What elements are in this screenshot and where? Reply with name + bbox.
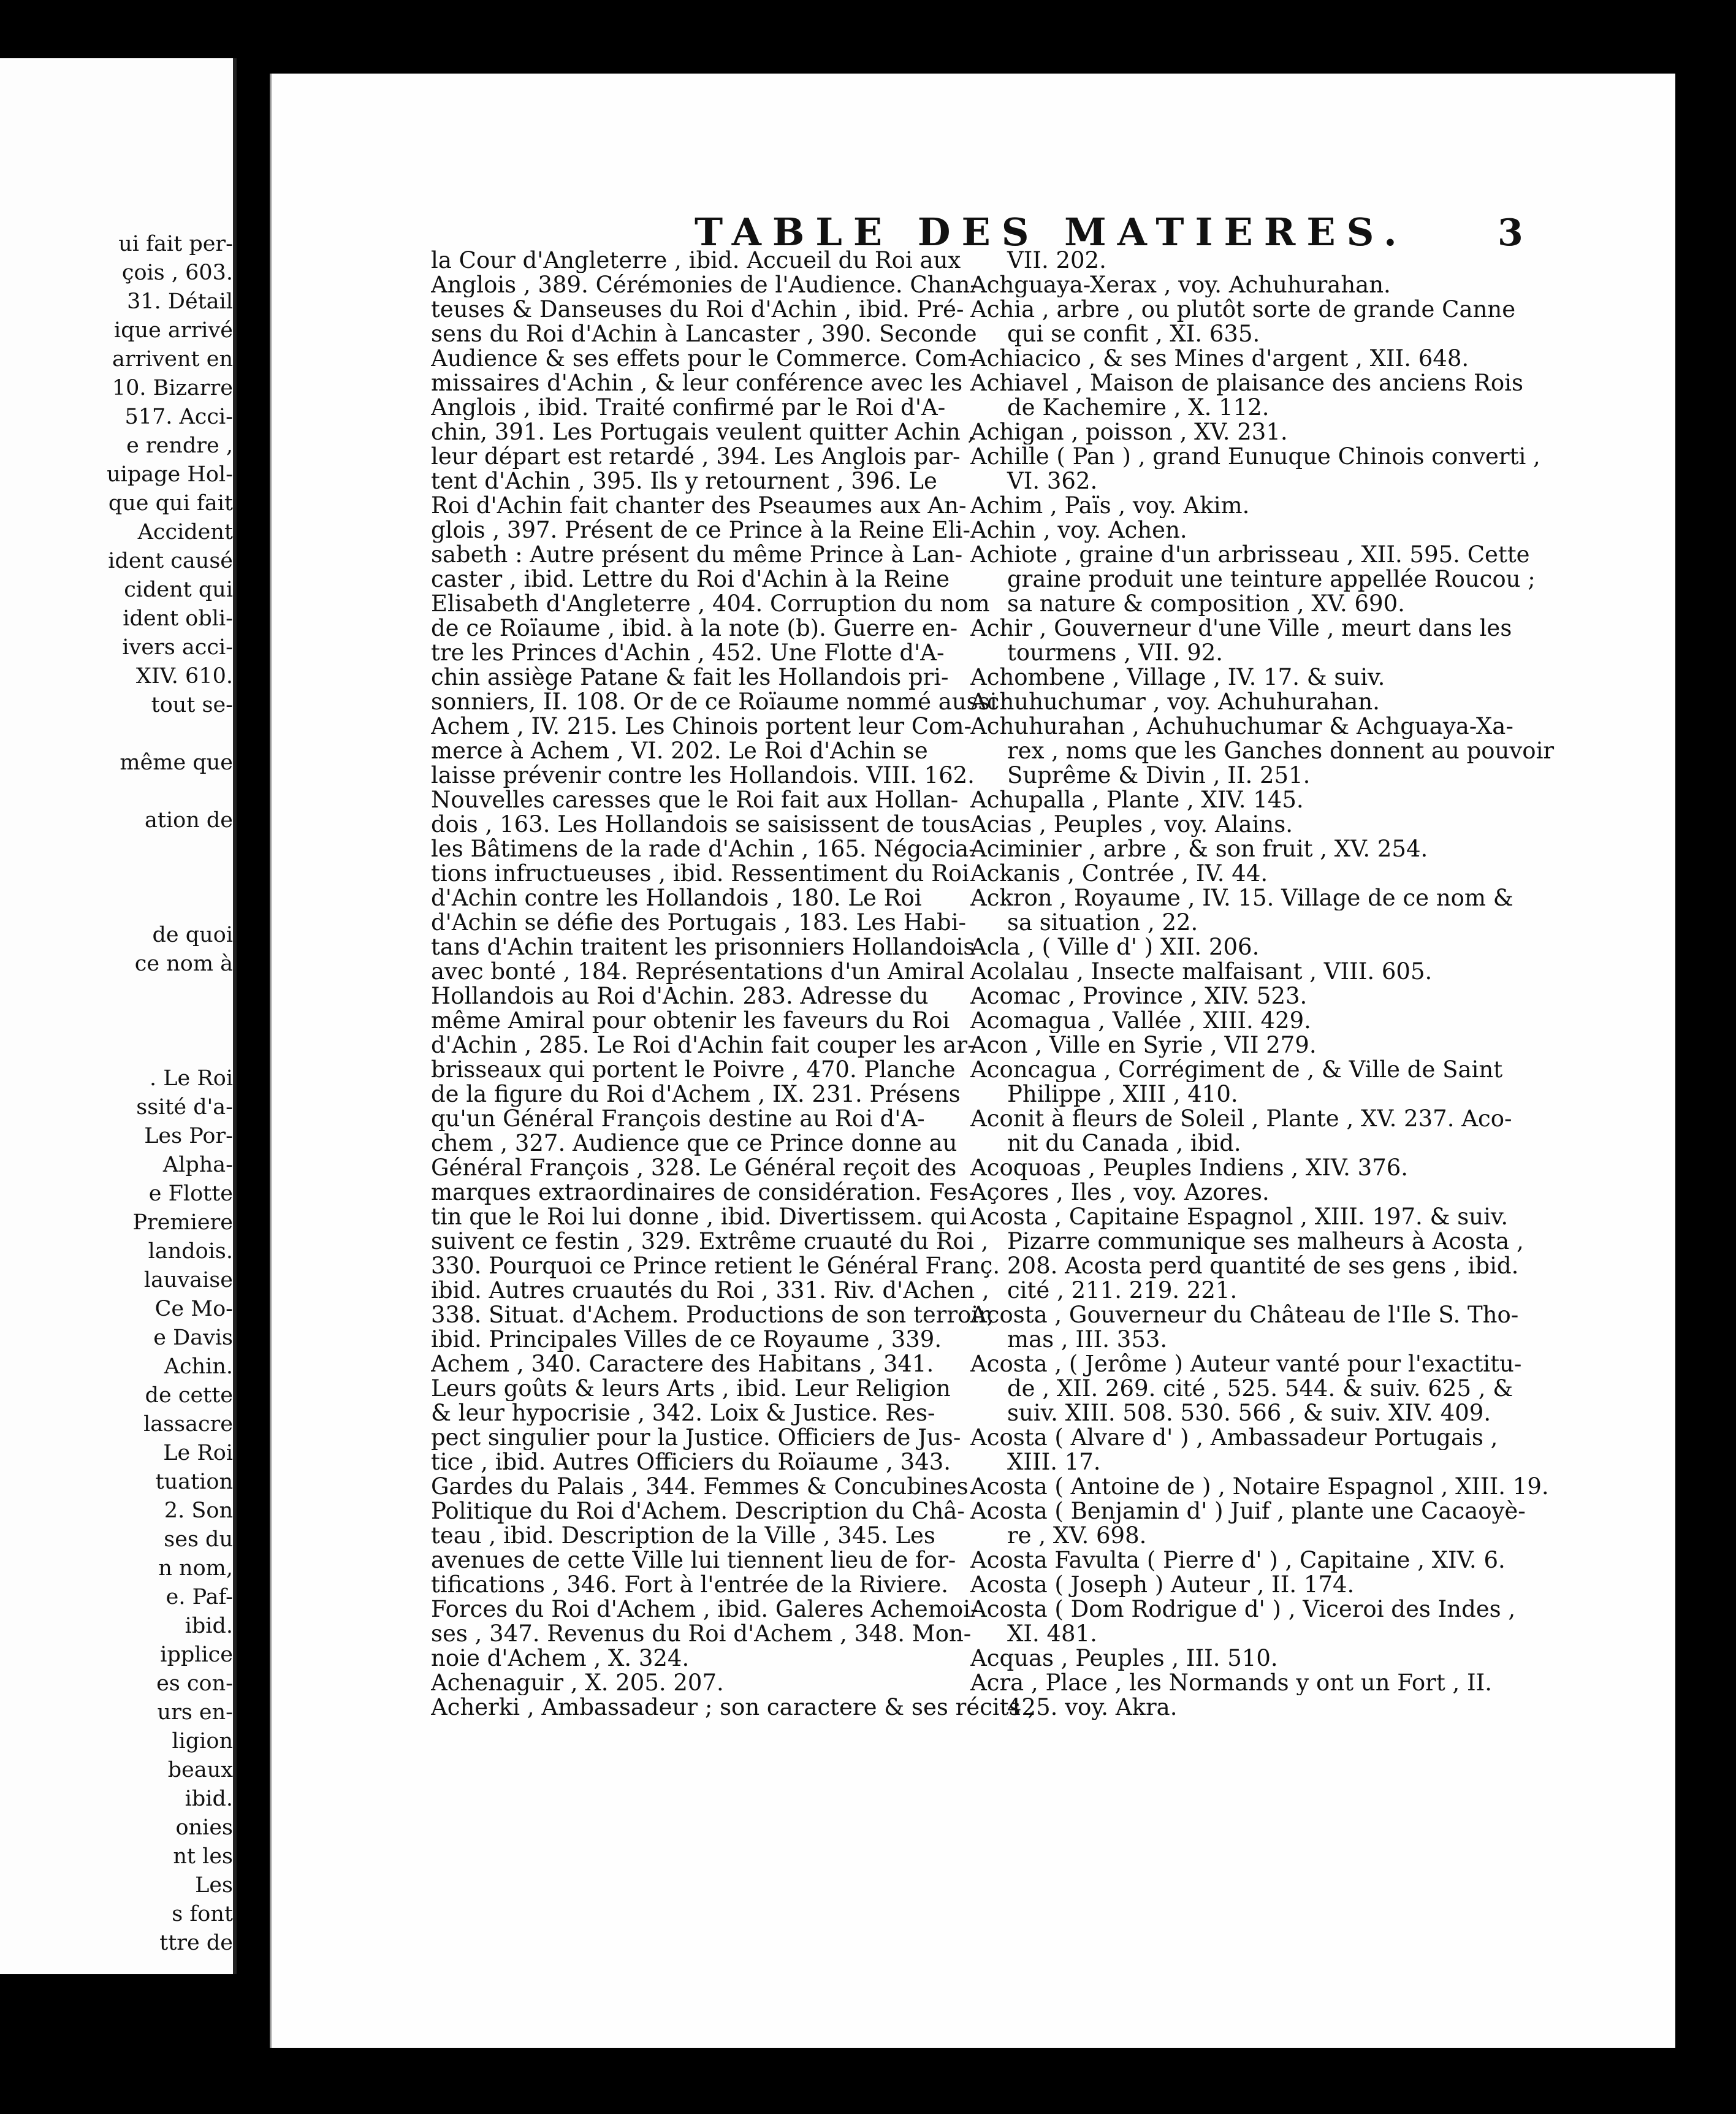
index-line: d'Achin contre les Hollandois , 180. Le Roi (431, 886, 922, 910)
facing-page-line: tuation (155, 1470, 233, 1494)
facing-page-line: onies (175, 1815, 233, 1840)
facing-page-line: ibid. (185, 1614, 233, 1638)
index-entry: Achille ( Pan ) , grand Eunuque Chinois converti , (970, 445, 1540, 469)
index-line-continuation: tourmens , VII. 92. (1007, 641, 1224, 665)
facing-page-line: ses du (164, 1527, 233, 1552)
index-line: Achenaguir , X. 205. 207. (431, 1671, 724, 1695)
index-line-continuation: suiv. XIII. 508. 530. 566 , & suiv. XIV. 409. (1007, 1401, 1491, 1425)
facing-page-line: e rendre , (126, 433, 233, 458)
index-line-continuation: re , XV. 698. (1007, 1524, 1147, 1548)
index-line: laisse prévenir contre les Hollandois. VIII. 162. (431, 763, 975, 788)
facing-page-line: cident qui (124, 578, 233, 602)
facing-page-line: çois , 603. (121, 261, 233, 285)
facing-page-line: es con- (156, 1671, 233, 1696)
index-line: avec bonté , 184. Représentations d'un Amiral (431, 960, 965, 984)
index-line-continuation: sa situation , 22. (1007, 910, 1198, 935)
index-line: Forces du Roi d'Achem , ibid. Galeres Achemoi- (431, 1597, 978, 1622)
index-line-continuation: Philippe , XIII , 410. (1007, 1082, 1238, 1107)
facing-page-line: beaux (167, 1758, 233, 1782)
index-column-right (970, 248, 1675, 1720)
index-line: Général François , 328. Le Général reçoit des (431, 1156, 957, 1180)
index-line: chin assiège Patane & fait les Hollandois pri- (431, 665, 949, 690)
index-line: de la figure du Roi d'Achem , IX. 231. Présens (431, 1082, 961, 1107)
index-line: marques extraordinaires de considération. Fes- (431, 1180, 976, 1205)
index-line: dois , 163. Les Hollandois se saisissent de tous (431, 812, 971, 837)
facing-page-line: 31. Détail (127, 289, 233, 314)
index-line: 330. Pourquoi ce Prince retient le Général Franç. (431, 1254, 1000, 1278)
facing-page-line: s font (172, 1902, 233, 1926)
index-entry: Acosta ( Joseph ) Auteur , II. 174. (970, 1573, 1355, 1597)
index-line: qu'un Général François destine au Roi d'A- (431, 1107, 925, 1131)
facing-page-line: Les Por- (144, 1124, 233, 1148)
index-entry: Acolalau , Insecte malfaisant , VIII. 605. (970, 960, 1433, 984)
index-entry: Acomagua , Vallée , XIII. 429. (970, 1009, 1311, 1033)
index-line: missaires d'Achin , & leur conférence avec les (431, 371, 963, 395)
index-entry: Aconit à fleurs de Soleil , Plante , XV. 237. Aco- (970, 1107, 1512, 1131)
index-line: glois , 397. Présent de ce Prince à la Reine Eli- (431, 518, 970, 543)
facing-page-line: ibid. (185, 1787, 233, 1811)
index-line: tin que le Roi lui donne , ibid. Divertissem. qui (431, 1205, 967, 1229)
index-line: Gardes du Palais , 344. Femmes & Concubines. (431, 1475, 976, 1499)
index-line: teuses & Danseuses du Roi d'Achin , ibid. Pré- (431, 297, 964, 322)
index-line: ses , 347. Revenus du Roi d'Achem , 348. Mon- (431, 1622, 972, 1646)
index-line: merce à Achem , VI. 202. Le Roi d'Achin se (431, 739, 928, 763)
facing-page-line: landois. (148, 1239, 233, 1264)
facing-page-line: même que (120, 750, 233, 775)
index-entry: Achombene , Village , IV. 17. & suiv. (970, 665, 1385, 690)
index-line: noie d'Achem , X. 324. (431, 1646, 690, 1671)
index-entry: Acosta , ( Jerôme ) Auteur vanté pour l'exactitu- (970, 1352, 1522, 1376)
facing-page-line: nt les (173, 1844, 233, 1869)
facing-page-line: ique arrivé (114, 318, 233, 343)
index-line: Acherki , Ambassadeur ; son caractere & ses récits , (431, 1695, 1035, 1720)
index-entry: Achin , voy. Achen. (970, 518, 1187, 543)
index-line-continuation: qui se confit , XI. 635. (1007, 322, 1260, 346)
facing-page-line: ssité d'a- (136, 1095, 233, 1120)
index-line: Politique du Roi d'Achem. Description du Châ- (431, 1499, 965, 1524)
facing-page-line: ce nom à (134, 952, 233, 976)
index-entry: Achir , Gouverneur d'une Ville , meurt dans les (970, 616, 1512, 641)
index-entry: Acosta Favulta ( Pierre d' ) , Capitaine , XIV. 6. (970, 1548, 1506, 1573)
facing-page-line: 10. Bizarre (112, 376, 233, 400)
index-line: Hollandois au Roi d'Achin. 283. Adresse du (431, 984, 929, 1009)
facing-page-line: . Le Roi (150, 1066, 233, 1091)
index-entry: Acosta ( Alvare d' ) , Ambassadeur Portugais , (970, 1425, 1498, 1450)
index-page (270, 74, 1675, 2048)
index-line: tions infructueuses , ibid. Ressentiment du Roi (431, 861, 970, 886)
index-line: teau , ibid. Description de la Ville , 345. Les (431, 1524, 935, 1548)
index-line-continuation: mas , III. 353. (1007, 1327, 1168, 1352)
index-line-continuation: 208. Acosta perd quantité de ses gens , ibid. (1007, 1254, 1519, 1278)
index-entry: Acosta ( Benjamin d' ) Juif , plante une Cacaoyè- (970, 1499, 1526, 1524)
facing-page-line: ligion (172, 1729, 233, 1753)
index-line: sens du Roi d'Achin à Lancaster , 390. Seconde (431, 322, 977, 346)
facing-page-line: de cette (145, 1383, 233, 1408)
index-entry: Achiavel , Maison de plaisance des anciens Rois (970, 371, 1523, 395)
index-entry: Acon , Ville en Syrie , VII 279. (970, 1033, 1317, 1058)
facing-page-line: ttre de (159, 1931, 233, 1955)
facing-page-line: lassacre (143, 1412, 233, 1437)
index-line: tans d'Achin traitent les prisonniers Hollandois (431, 935, 975, 960)
index-line-continuation: XIII. 17. (1007, 1450, 1101, 1475)
facing-page-line: e. Paf- (166, 1585, 233, 1609)
facing-page-fragment (0, 58, 237, 1974)
index-line: ibid. Principales Villes de ce Royaume , 339. (431, 1327, 942, 1352)
facing-page-line: Premiere (132, 1210, 233, 1235)
facing-page-line: ation de (145, 808, 233, 833)
facing-page-line: 517. Acci- (124, 405, 233, 429)
index-line: même Amiral pour obtenir les faveurs du Roi (431, 1009, 950, 1033)
index-entry: Achuhurahan , Achuhuchumar & Achguaya-Xa- (970, 714, 1513, 739)
index-line: tifications , 346. Fort à l'entrée de la Riviere. (431, 1573, 948, 1597)
index-entry: Acomac , Province , XIV. 523. (970, 984, 1308, 1009)
facing-page-line: e Flotte (148, 1181, 233, 1206)
index-line: avenues de cette Ville lui tiennent lieu de for- (431, 1548, 956, 1573)
index-line-continuation: XI. 481. (1007, 1622, 1097, 1646)
index-entry: Ackron , Royaume , IV. 15. Village de ce nom & (970, 886, 1513, 910)
index-line: Leurs goûts & leurs Arts , ibid. Leur Religion (431, 1376, 951, 1401)
facing-page-line: urs en- (157, 1700, 233, 1725)
index-entry: Acquas , Peuples , III. 510. (970, 1646, 1278, 1671)
index-line-continuation: nit du Canada , ibid. (1007, 1131, 1241, 1156)
index-entry: Aconcagua , Corrégiment de , & Ville de Saint (970, 1058, 1503, 1082)
facing-page-line: Alpha- (162, 1153, 233, 1177)
index-line: brisseaux qui portent le Poivre , 470. Planche (431, 1058, 956, 1082)
index-line: les Bâtimens de la rade d'Achin , 165. Négocia- (431, 837, 976, 861)
facing-page-line: 2. Son (164, 1498, 233, 1523)
index-entry: Acosta , Capitaine Espagnol , XIII. 197. & suiv. (970, 1205, 1509, 1229)
index-entry: Achupalla , Plante , XIV. 145. (970, 788, 1304, 812)
index-entry: Achigan , poisson , XV. 231. (970, 420, 1288, 445)
facing-page-line: de quoi (152, 923, 233, 947)
index-entry: Açores , Iles , voy. Azores. (970, 1180, 1270, 1205)
facing-page-line: uipage Hol- (107, 462, 233, 487)
facing-page-line: e Davis (153, 1326, 233, 1350)
index-entry: Acias , Peuples , voy. Alains. (970, 812, 1293, 837)
index-line-continuation: rex , noms que les Ganches donnent au pouvoir (1007, 739, 1555, 763)
index-line: & leur hypocrisie , 342. Loix & Justice. Res- (431, 1401, 935, 1425)
index-line: sonniers, II. 108. Or de ce Roïaume nommé aussi (431, 690, 997, 714)
index-line: chem , 327. Audience que ce Prince donne au (431, 1131, 957, 1156)
facing-page-line: n nom, (158, 1556, 233, 1581)
index-entry: Achiacico , & ses Mines d'argent , XII. 648. (970, 346, 1469, 371)
index-line-continuation: Suprême & Divin , II. 251. (1007, 763, 1311, 788)
facing-page-text (6, 230, 233, 1958)
index-line: tent d'Achin , 395. Ils y retournent , 396. Le (431, 469, 937, 494)
index-line: pect singulier pour la Justice. Officiers de Jus- (431, 1425, 961, 1450)
facing-page-line: que qui fait (108, 491, 233, 516)
facing-page-line: Le Roi (163, 1441, 233, 1465)
index-entry: Achia , arbre , ou plutôt sorte de grande Canne (970, 297, 1516, 322)
facing-page-line: ui fait per- (118, 232, 233, 256)
index-line-continuation: de , XII. 269. cité , 525. 544. & suiv. 625 , & (1007, 1376, 1513, 1401)
index-line: Elisabeth d'Angleterre , 404. Corruption du nom (431, 592, 990, 616)
index-entry: Achim , Païs , voy. Akim. (970, 494, 1250, 518)
index-line: ibid. Autres cruautés du Roi , 331. Riv. d'Achen , (431, 1278, 989, 1303)
index-line: caster , ibid. Lettre du Roi d'Achin à la Reine (431, 567, 950, 592)
index-line: tice , ibid. Autres Officiers du Roïaume , 343. (431, 1450, 951, 1475)
facing-page-line: lauvaise (143, 1268, 233, 1292)
index-entry: Acosta ( Dom Rodrigue d' ) , Viceroi des Indes , (970, 1597, 1516, 1622)
index-line-continuation: cité , 211. 219. 221. (1007, 1278, 1238, 1303)
facing-page-line: XIV. 610. (135, 664, 233, 689)
index-entry: Achguaya-Xerax , voy. Achuhurahan. (970, 273, 1391, 297)
index-line: 338. Situat. d'Achem. Productions de son terroir, (431, 1303, 994, 1327)
facing-page-line: tout se- (151, 693, 233, 717)
page-number: 3 (1498, 212, 1523, 254)
index-line: tre les Princes d'Achin , 452. Une Flotte d'A- (431, 641, 945, 665)
index-line-continuation: de Kachemire , X. 112. (1007, 395, 1270, 420)
index-line-continuation: VII. 202. (1007, 248, 1106, 273)
index-entry: Achiote , graine d'un arbrisseau , XII. 595. Cette (970, 543, 1530, 567)
index-line: leur départ est retardé , 394. Les Anglois par- (431, 445, 961, 469)
index-entry: Acra , Place , les Normands y ont un Fort , II. (970, 1671, 1492, 1695)
index-line: Achem , 340. Caractere des Habitans , 341. (431, 1352, 934, 1376)
index-line: chin, 391. Les Portugais veulent quitter Achin , (431, 420, 975, 445)
facing-page-line: arrivent en (112, 347, 233, 372)
index-entry: Aciminier , arbre , & son fruit , XV. 254. (970, 837, 1428, 861)
index-line: d'Achin se défie des Portugais , 183. Les Habi- (431, 910, 967, 935)
facing-page-line: ivers acci- (122, 635, 233, 660)
index-line: Roi d'Achin fait chanter des Pseaumes aux An- (431, 494, 967, 518)
facing-page-line: Les (195, 1873, 233, 1898)
facing-page-line: Ce Mo- (154, 1297, 233, 1321)
index-line: Achem , IV. 215. Les Chinois portent leur Com- (431, 714, 972, 739)
index-line: la Cour d'Angleterre , ibid. Accueil du Roi aux (431, 248, 961, 273)
page-title: TABLE DES MATIERES. (695, 210, 1408, 254)
index-entry: Ackanis , Contrée , IV. 44. (970, 861, 1268, 886)
index-line-continuation: Pizarre communique ses malheurs à Acosta , (1007, 1229, 1524, 1254)
index-line: Anglois , ibid. Traité confirmé par le Roi d'A- (431, 395, 946, 420)
index-entry: Achuhuchumar , voy. Achuhurahan. (970, 690, 1380, 714)
index-entry: Acla , ( Ville d' ) XII. 206. (970, 935, 1260, 960)
index-line: d'Achin , 285. Le Roi d'Achin fait couper les ar- (431, 1033, 975, 1058)
index-line-continuation: 425. voy. Akra. (1007, 1695, 1178, 1720)
index-line: Anglois , 389. Cérémonies de l'Audience. Chan- (431, 273, 978, 297)
index-line: sabeth : Autre présent du même Prince à Lan- (431, 543, 963, 567)
index-entry: Acosta , Gouverneur du Château de l'Ile S. Tho- (970, 1303, 1519, 1327)
facing-page-line: ipplice (160, 1643, 233, 1667)
index-line-continuation: graine produit une teinture appellée Roucou ; (1007, 567, 1536, 592)
index-entry: Acoquoas , Peuples Indiens , XIV. 376. (970, 1156, 1409, 1180)
facing-page-line: Achin. (164, 1354, 233, 1379)
index-line: de ce Roïaume , ibid. à la note (b). Guerre en- (431, 616, 958, 641)
index-line: Audience & ses effets pour le Commerce. Com- (431, 346, 975, 371)
facing-page-line: Accident (137, 520, 233, 544)
index-line: suivent ce festin , 329. Extrême cruauté du Roi , (431, 1229, 989, 1254)
facing-page-line: ident causé (108, 549, 233, 573)
index-line: Nouvelles caresses que le Roi fait aux Hollan- (431, 788, 959, 812)
index-line-continuation: sa nature & composition , XV. 690. (1007, 592, 1405, 616)
facing-page-line: ident obli- (123, 606, 233, 631)
index-entry: Acosta ( Antoine de ) , Notaire Espagnol , XIII. 19. (970, 1475, 1549, 1499)
index-line-continuation: VI. 362. (1007, 469, 1098, 494)
